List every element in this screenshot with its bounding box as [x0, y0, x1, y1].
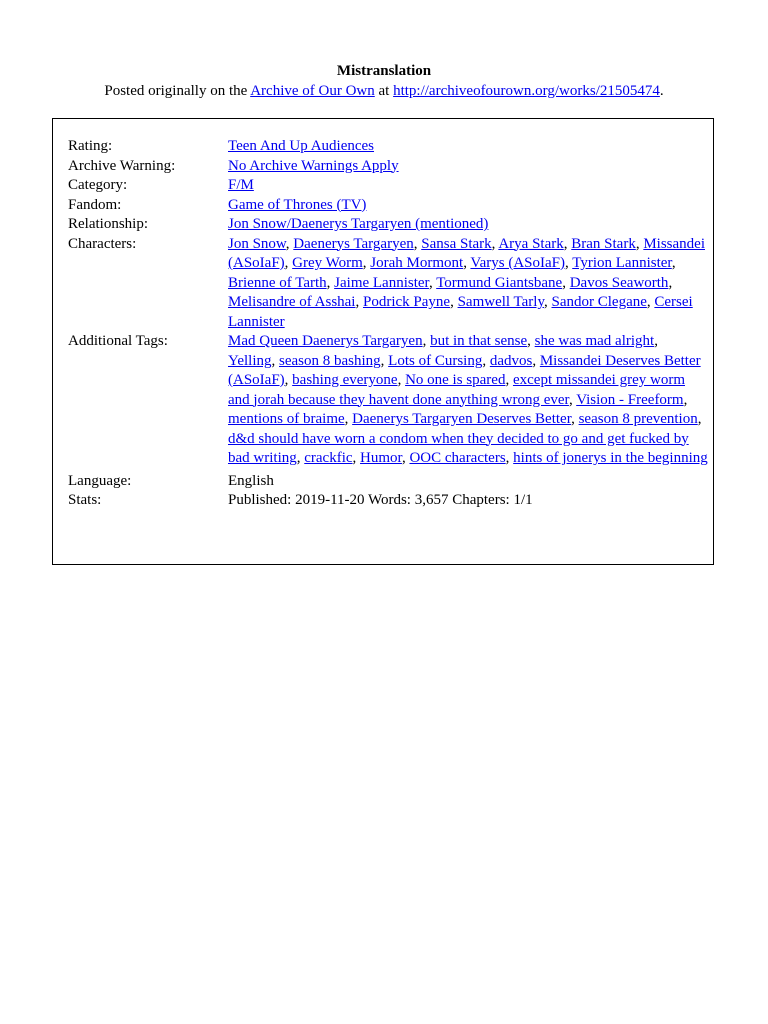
tag-link[interactable]: Cersei Lannister: [228, 294, 693, 330]
tag-separator: ,: [326, 274, 335, 291]
tag-link[interactable]: Tormund Giantsbane: [436, 274, 563, 291]
tag-link[interactable]: Jorah Mormont: [370, 255, 464, 271]
stats-value: Published: 2019-11-20 Words: 3,657 Chapters: 1/1: [228, 492, 533, 508]
tag-link[interactable]: Daenerys Targaryen: [293, 235, 414, 252]
tag-separator: ,: [491, 235, 499, 252]
rating-label: Rating:: [68, 138, 113, 154]
tag-link[interactable]: No one is spared: [405, 372, 506, 388]
tag-link[interactable]: crackfic: [304, 450, 353, 466]
tag-separator: ,: [362, 255, 371, 271]
tag-separator: ,: [352, 450, 361, 466]
characters-label: Characters:: [68, 235, 137, 252]
stats-label: Stats:: [68, 492, 102, 508]
tag-link[interactable]: Davos Seaworth: [569, 274, 669, 291]
additional-tags-label: Additional Tags:: [68, 333, 168, 349]
characters-tags: [228, 235, 708, 333]
rating-tags: [228, 137, 708, 157]
language-value: English: [228, 472, 274, 489]
tag-link[interactable]: Sansa Stark: [421, 235, 492, 252]
fandom-label: Fandom:: [68, 196, 122, 213]
tag-link[interactable]: Game of Thrones (TV): [228, 196, 367, 213]
rating-row: [68, 137, 708, 157]
tag-link[interactable]: Missandei (ASoIaF): [228, 235, 705, 271]
tag-separator: ,: [635, 235, 644, 252]
tag-link[interactable]: Brienne of Tarth: [228, 274, 327, 291]
tag-separator: ,: [532, 352, 540, 369]
relationship-row: [68, 215, 708, 235]
tag-separator: ,: [380, 352, 389, 369]
tag-link[interactable]: F/M: [228, 177, 254, 193]
characters-row: [68, 235, 708, 333]
tag-separator: ,: [527, 333, 535, 349]
tag-link[interactable]: Grey Worm: [292, 255, 363, 271]
work-title: Mistranslation: [336, 63, 432, 79]
tag-separator: ,: [397, 372, 406, 388]
tag-separator: ,: [565, 255, 573, 271]
posted-prefix: Posted originally on the: [104, 83, 251, 99]
language-label: Language:: [68, 472, 132, 489]
tag-separator: ,: [284, 372, 293, 388]
tag-link[interactable]: Arya Stark: [498, 235, 564, 252]
tag-separator: ,: [285, 235, 294, 252]
tag-link[interactable]: Teen And Up Audiences: [228, 138, 375, 154]
fandom-tags: [228, 196, 708, 216]
work-url-link[interactable]: http://archiveofourown.org/works/21505474: [393, 83, 660, 99]
tag-link[interactable]: she was mad alright: [534, 333, 655, 349]
tag-link[interactable]: Tyrion Lannister: [572, 255, 672, 271]
warning-tags: [228, 157, 708, 177]
tag-link[interactable]: Sandor Clegane: [551, 294, 647, 310]
category-tags: [228, 176, 708, 196]
tag-link[interactable]: Lots of Cursing: [388, 352, 483, 369]
relationship-tags: [228, 215, 708, 235]
tag-link[interactable]: Bran Stark: [571, 235, 636, 252]
tag-separator: ,: [571, 411, 579, 427]
tag-link[interactable]: but in that sense: [430, 333, 528, 349]
tag-separator: ,: [671, 255, 676, 271]
tag-separator: ,: [562, 274, 570, 291]
tag-link[interactable]: Jon Snow: [228, 235, 286, 252]
tag-separator: ,: [344, 411, 353, 427]
tag-separator: ,: [697, 411, 702, 427]
language-row: [68, 469, 708, 492]
warning-label: Archive Warning:: [68, 157, 176, 174]
category-label: Category:: [68, 177, 128, 193]
tag-separator: ,: [355, 294, 363, 310]
tag-separator: ,: [284, 255, 293, 271]
tag-separator: ,: [505, 450, 514, 466]
tag-link[interactable]: Podrick Payne: [362, 294, 451, 310]
tag-link[interactable]: Jaime Lannister: [334, 274, 429, 291]
tag-link[interactable]: Humor: [360, 450, 402, 466]
tag-link[interactable]: season 8 bashing: [279, 352, 381, 369]
tag-link[interactable]: Varys (ASoIaF): [470, 255, 565, 271]
posted-line: [0, 82, 768, 101]
work-meta-table: [68, 137, 708, 511]
work-meta-box: [52, 118, 714, 565]
tag-separator: ,: [296, 450, 305, 466]
tag-link[interactable]: hints of jonerys in the beginning: [513, 450, 708, 466]
tag-separator: ,: [422, 333, 431, 349]
posted-suffix: .: [659, 83, 664, 99]
tag-link[interactable]: mentions of braime: [228, 411, 345, 427]
tag-separator: ,: [654, 333, 658, 349]
tag-separator: ,: [463, 255, 471, 271]
tag-separator: ,: [544, 294, 552, 310]
tag-separator: ,: [401, 450, 410, 466]
tag-link[interactable]: except missandei grey worm and jorah because they havent done anything wrong ever: [228, 372, 685, 408]
tag-link[interactable]: d&d should have worn a condom when they decided to go and get fucked by bad writing: [228, 430, 689, 466]
tag-link[interactable]: OOC characters: [409, 450, 506, 466]
tag-link[interactable]: Yelling: [228, 352, 272, 369]
tag-separator: ,: [646, 294, 655, 310]
additional-tags: [228, 332, 708, 469]
tag-separator: ,: [668, 274, 673, 291]
tag-link[interactable]: No Archive Warnings Apply: [228, 157, 399, 174]
tag-separator: ,: [413, 235, 422, 252]
additional-tags-row: [68, 332, 708, 469]
tag-separator: ,: [482, 352, 490, 369]
tag-separator: ,: [271, 352, 279, 369]
tag-link[interactable]: Jon Snow/Daenerys Targaryen (mentioned): [228, 216, 489, 232]
category-row: [68, 176, 708, 196]
tag-link[interactable]: dadvos: [489, 352, 533, 369]
warning-row: [68, 157, 708, 177]
tag-link[interactable]: Daenerys Targaryen Deserves Better: [352, 411, 572, 427]
tag-separator: ,: [563, 235, 572, 252]
tag-link[interactable]: Vision - Freeform: [576, 391, 684, 408]
tag-link[interactable]: Melisandre of Asshai: [228, 294, 356, 310]
tag-separator: ,: [568, 391, 577, 408]
posted-mid: at: [374, 83, 394, 99]
fandom-row: [68, 196, 708, 216]
tag-separator: ,: [428, 274, 437, 291]
tag-separator: ,: [505, 372, 513, 388]
tag-link[interactable]: Mad Queen Daenerys Targaryen: [228, 333, 423, 349]
tag-link[interactable]: season 8 prevention: [578, 411, 698, 427]
tag-link[interactable]: bashing everyone: [292, 372, 398, 388]
tag-link[interactable]: Samwell Tarly: [457, 294, 544, 310]
tag-separator: ,: [683, 391, 688, 408]
tag-link[interactable]: Missandei Deserves Better (ASoIaF): [228, 352, 701, 388]
tag-separator: ,: [450, 294, 458, 310]
stats-row: [68, 491, 708, 511]
archive-link[interactable]: Archive of Our Own: [250, 83, 375, 99]
relationship-label: Relationship:: [68, 216, 148, 232]
